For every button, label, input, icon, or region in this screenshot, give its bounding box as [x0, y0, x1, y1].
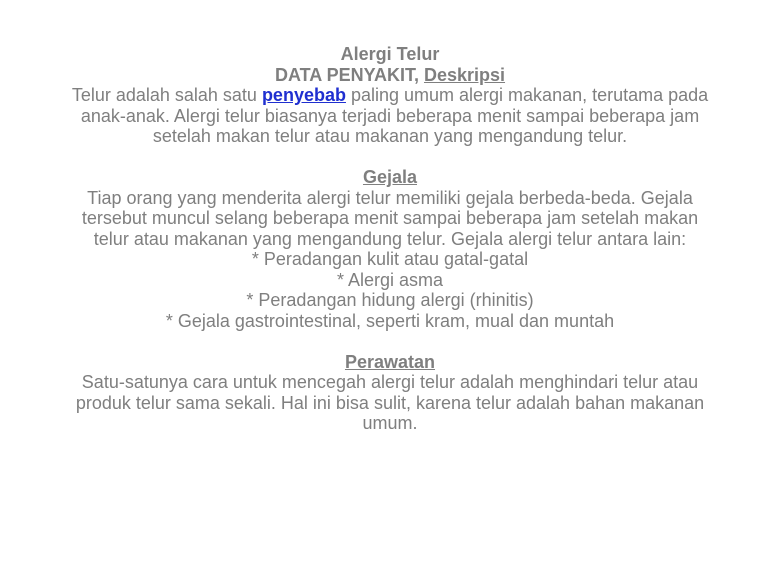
slide-content	[64, 44, 716, 434]
page-title: Alergi Telur	[340, 44, 440, 64]
penyebab-link[interactable]: penyebab	[261, 85, 346, 105]
intro-paragraph	[64, 85, 716, 147]
section-header	[64, 65, 716, 86]
header-description: Deskripsi	[423, 64, 506, 85]
spacer	[64, 331, 716, 352]
intro-text-after: paling umum alergi makanan, terutama pada anak-anak. Alergi telur biasanya terjadi beberapa menit sampai beberapa jam setelah makan telur atau makanan yang mengandung telur.	[80, 85, 709, 146]
perawatan-paragraph: Satu-satunya cara untuk mencegah alergi telur adalah menghindari telur atau produk telur sama sekali. Hal ini bisa sulit, karena telur adalah bahan makanan umum.	[75, 372, 705, 433]
gejala-paragraph: Tiap orang yang menderita alergi telur memiliki gejala berbeda-beda. Gejala tersebut muncul selang beberapa menit sampai beberapa jam setelah makan telur atau makanan yang mengandung telur. Gejala alergi telur antara lain:	[81, 187, 699, 249]
perawatan-heading: Perawatan	[344, 351, 436, 372]
header-prefix: DATA PENYAKIT,	[274, 64, 424, 85]
gejala-item: * Peradangan hidung alergi (rhinitis)	[246, 290, 534, 310]
spacer	[64, 147, 716, 168]
gejala-item: * Peradangan kulit atau gatal-gatal	[251, 249, 529, 269]
gejala-heading: Gejala	[362, 167, 418, 187]
gejala-item: * Gejala gastrointestinal, seperti kram, mual dan muntah	[165, 310, 615, 331]
gejala-item: * Alergi asma	[336, 269, 444, 290]
intro-text-before: Telur adalah salah satu	[71, 85, 262, 105]
